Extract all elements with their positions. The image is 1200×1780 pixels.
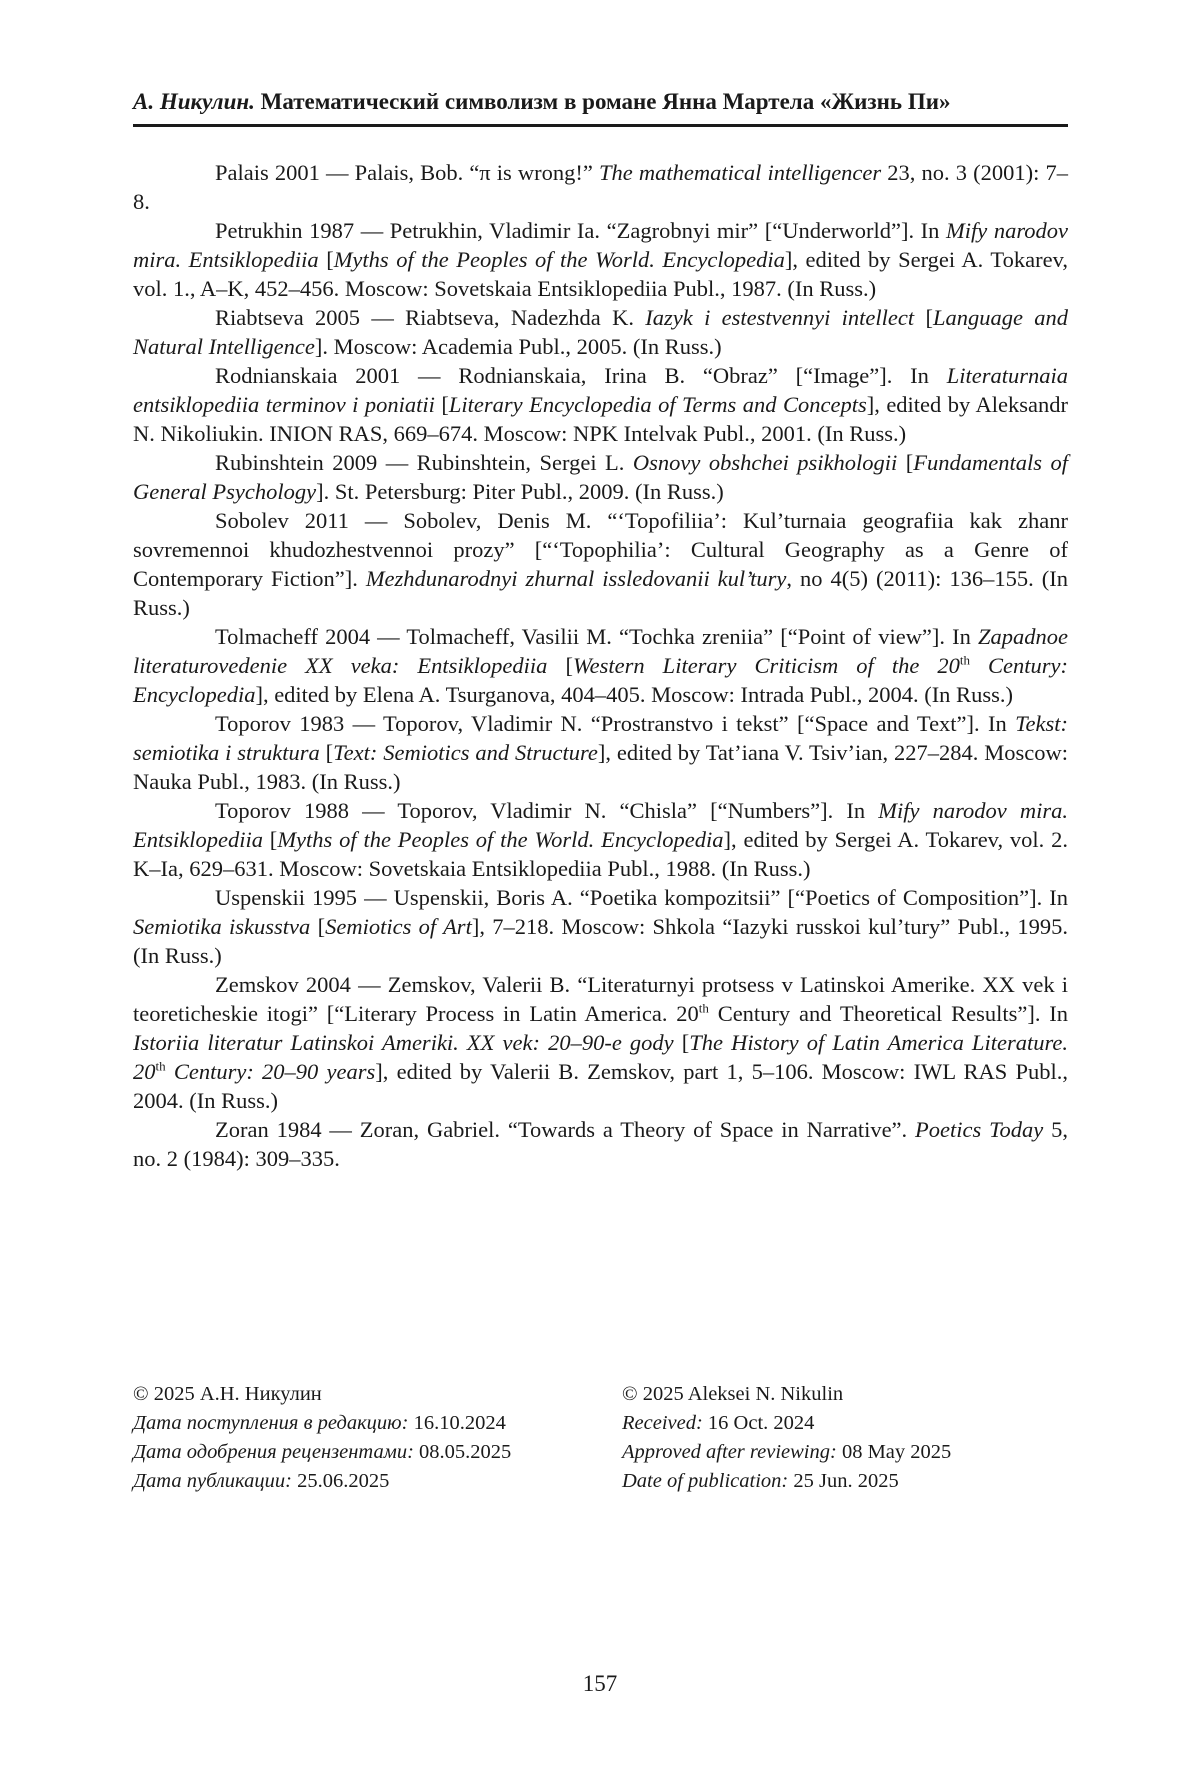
reference-entry: Rubinshtein 2009 — Rubinshtein, Sergei L. Osnovy obshchei psikhologii [Fundamentals of General Psychology]. St. Petersburg: Piter Publ., 2009. (In Russ.) xyxy=(133,450,1068,504)
reference-entry: Uspenskii 1995 — Uspenskii, Boris A. “Poetika kompozitsii” [“Poetics of Composition”]. In Semiotika iskusstva [Semiotics of Art], 7–218. Moscow: Shkola “Iazyki russkoi kul’tury” Publ., 1995. (In Russ.) xyxy=(133,885,1068,968)
reference-entry: Zoran 1984 — Zoran, Gabriel. “Towards a Theory of Space in Narrative”. Poetics Today 5, no. 2 (1984): 309–335. xyxy=(133,1117,1068,1171)
page-number: 157 xyxy=(582,1671,618,1696)
received-en: Received: 16 Oct. 2024 xyxy=(622,1412,815,1434)
header-rule xyxy=(133,124,1068,127)
published-en: Date of publication: 25 Jun. 2025 xyxy=(622,1470,899,1492)
copyright-ru: © 2025 А.Н. Никулин xyxy=(133,1383,322,1405)
published-ru: Дата публикации: 25.06.2025 xyxy=(133,1470,390,1492)
received-ru: Дата поступления в редакцию: 16.10.2024 xyxy=(133,1412,506,1434)
reference-entry: Zemskov 2004 — Zemskov, Valerii B. “Literaturnyi protsess v Latinskoi Amerike. XX vek i teoreticheskie itogi” [“Literary Process in Latin America. 20th Century and Theoretical Results”]. In Istoriia literatur Latinskoi Ameriki. XX vek: 20–90-e gody [The History of Latin America Literature. 20th Century: 20–90 years], edited by Valerii B. Zemskov, part 1, 5–106. Moscow: IWL RAS Publ., 2004. (In Russ.) xyxy=(133,972,1068,1113)
copyright-en: © 2025 Aleksei N. Nikulin xyxy=(622,1383,844,1405)
running-header xyxy=(133,86,1068,118)
header-title: Математический символизм в романе Янна Мартела «Жизнь Пи» xyxy=(254,89,951,114)
reference-entry: Tolmacheff 2004 — Tolmacheff, Vasilii M. “Tochka zreniia” [“Point of view”]. In Zapadnoe literaturovedenie XX veka: Entsiklopediia [Western Literary Criticism of the 20th Century: Encyclopedia], edited by Elena A. Tsurganova, 404–405. Moscow: Intrada Publ., 2004. (In Russ.) xyxy=(133,624,1068,707)
reference-entry: Palais 2001 — Palais, Bob. “π is wrong!” The mathematical intelligencer 23, no. 3 (2001): 7–8. xyxy=(133,160,1068,214)
reference-entry: Toporov 1983 — Toporov, Vladimir N. “Prostranstvo i tekst” [“Space and Text”]. In Tekst: semiotika i struktura [Text: Semiotics and Structure], edited by Tat’iana V. Tsiv’ian, 227–284. Moscow: Nauka Publ., 1983. (In Russ.) xyxy=(133,711,1068,794)
approved-ru: Дата одобрения рецензентами: 08.05.2025 xyxy=(133,1441,512,1463)
footer-en xyxy=(622,1380,1072,1496)
reference-entry: Riabtseva 2005 — Riabtseva, Nadezhda K. Iazyk i estestvennyi intellect [Language and Natural Intelligence]. Moscow: Academia Publ., 2005. (In Russ.) xyxy=(133,305,1069,359)
reference-entry: Toporov 1988 — Toporov, Vladimir N. “Chisla” [“Numbers”]. In Mify narodov mira. Entsiklopediia [Myths of the Peoples of the World. Encyclopedia], edited by Sergei A. Tokarev, vol. 2. K–Ia, 629–631. Moscow: Sovetskaia Entsiklopediia Publ., 1988. (In Russ.) xyxy=(133,798,1068,881)
reference-entry: Petrukhin 1987 — Petrukhin, Vladimir Ia. “Zagrobnyi mir” [“Underworld”]. In Mify narodov mira. Entsiklopediia [Myths of the Peoples of the World. Encyclopedia], edited by Sergei A. Tokarev, vol. 1., A–K, 452–456. Moscow: Sovetskaia Entsiklopediia Publ., 1987. (In Russ.) xyxy=(133,218,1069,301)
reference-entry: Rodnianskaia 2001 — Rodnianskaia, Irina B. “Obraz” [“Image”]. In Literaturnaia entsiklopediia terminov i poniatii [Literary Encyclopedia of Terms and Concepts], edited by Aleksandr N. Nikoliukin. INION RAS, 669–674. Moscow: NPK Intelvak Publ., 2001. (In Russ.) xyxy=(133,363,1068,446)
header-author: А. Никулин. xyxy=(133,89,255,114)
reference-list xyxy=(133,158,1068,1173)
footer-ru xyxy=(133,1380,613,1496)
approved-en: Approved after reviewing: 08 May 2025 xyxy=(622,1441,952,1463)
reference-entry: Sobolev 2011 — Sobolev, Denis M. “‘Topofiliia’: Kul’turnaia geografiia kak zhanr sovremennoi khudozhestvennoi prozy” [“‘Topophilia’: Cultural Geography as a Genre of Contemporary Fiction”]. Mezhdunarodnyi zhurnal issledovanii kul’tury, no 4(5) (2011): 136–155. (In Russ.) xyxy=(133,508,1068,620)
